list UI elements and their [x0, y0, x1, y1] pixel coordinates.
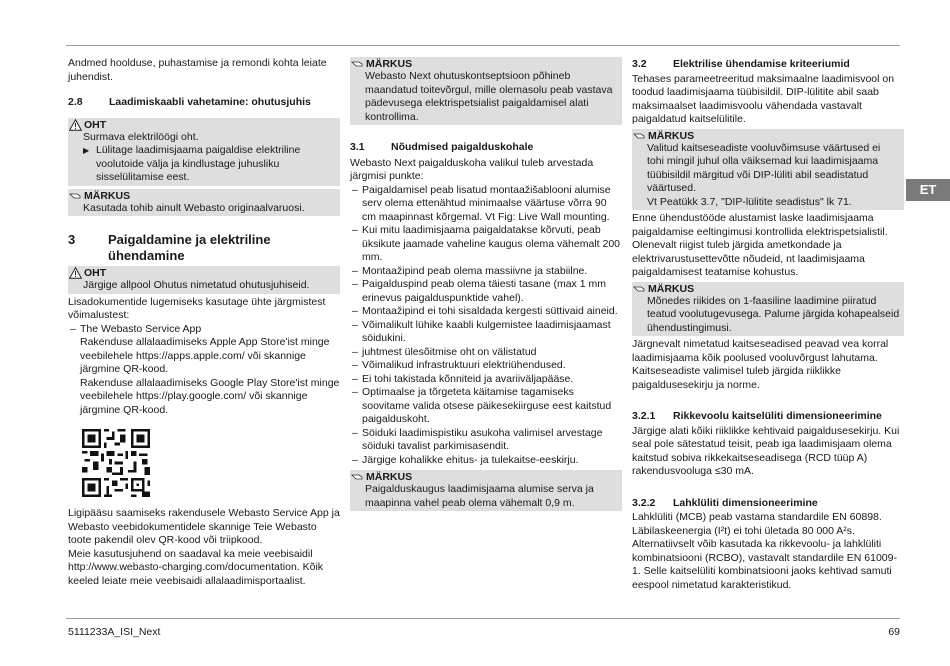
hand-pointer-icon: [69, 190, 82, 202]
note-label: MÄRKUS: [366, 471, 413, 483]
section-number: 2.8: [68, 96, 83, 108]
danger-label: OHT: [84, 267, 107, 279]
note-label: MÄRKUS: [366, 58, 413, 70]
section-title: Lahklüliti dimensioneerimine: [673, 496, 818, 509]
list-item: – Võimalikult lühike kaabli kulgemistee laadimisjaamast söidukini.: [350, 319, 622, 346]
paragraph: Ligipääsu saamiseks rakendusele Webasto Service App ja Webasto veebidokumentidele skannige Teie Webasto toote pakendil olev QR-kood või triipkood.: [68, 507, 340, 546]
column-2: [350, 57, 622, 513]
language-tab: ET: [906, 179, 950, 201]
list-item-text: Ei tohi takistada kõnniteid ja avariiväljapääse.: [362, 372, 574, 385]
list-item: – juhtmest ülesõitmise oht on välistatud: [352, 345, 537, 358]
section-number: 3.2: [632, 58, 647, 70]
list-item: – Optimaalse ja tõrgeteta käitamise tagamiseks soovitame valida otsese päikesekiirguse eest kaitstud paigalduskoht.: [350, 386, 622, 427]
note-box: [632, 282, 904, 337]
list-item: – Järgige kohalikke ehitus- ja tulekaitse-eeskirju.: [352, 453, 579, 466]
column-3: [632, 57, 904, 592]
paragraph: Järgnevalt nimetatud kaitseseadised peavad vea korral laadimisjaama kõik poolused vooluvõrgust lahutama. Kaitseseadiste valimisel tuleb järgida riiklikke paigaldusesekirju ja norme.: [632, 338, 889, 391]
chapter-heading: [68, 232, 340, 264]
hand-pointer-icon: [633, 283, 646, 295]
list-item-text: Kui mitu laadimisjaama paigaldatakse kõrvuti, peab üksikute jaamade vaheline kaugus olema vähemalt 200 mm.: [362, 224, 620, 263]
note-text: Paigalduskaugus laadimisjaama alumise serva ja maapinna vahel peab olema vähemalt 0,9 m.: [365, 483, 594, 509]
danger-text: Järgige allpool Ohutus nimetatud ohutusjuhiseid.: [83, 279, 310, 291]
action-step: [68, 144, 336, 185]
list-item: – Söiduki laadimispistiku asukoha valimisel arvestage söiduki tavalist parkimisasendit.: [350, 427, 622, 454]
list-item-text: Optimaalse ja tõrgeteta käitamise tagamiseks soovitame valida otsese päikesekiirguse eest kaitstud paigalduskoht.: [362, 386, 612, 425]
list-item: – Kui mitu laadimisjaama paigaldatakse kõrvuti, peab üksikute jaamade vaheline kaugus olema vähemalt 200 mm.: [352, 224, 620, 263]
section-heading: [632, 58, 904, 72]
paragraph: Meie kasutusjuhend on saadaval ka meie veebisaidil http://www.webasto-charging.com/documentation. Kõik keeled leiate meie veebisaidi allalaadimisportaalist.: [68, 547, 324, 587]
list-item-text: The Webasto Service App: [80, 322, 202, 335]
paragraph: Andmed hoolduse, puhastamise ja remondi kohta leiate juhendist.: [68, 57, 327, 83]
hand-pointer-icon: [351, 58, 364, 70]
list-item-text: Võimalikud infrastruktuuri elektriühendused.: [362, 359, 566, 371]
hand-pointer-icon: [633, 130, 646, 142]
list-item: – Paigalduspind peab olema täiesti tasane (max 1 mm erinevus paigalduspunktide vahel).: [350, 278, 622, 305]
note-label: MÄRKUS: [648, 129, 695, 142]
list-item-text: Söiduki laadimispistiku asukoha valimisel arvestage söiduki tavalist parkimisasendit.: [362, 426, 603, 452]
note-text: Webasto Next ohutuskontseptsioon põhineb maandatud toitevõrgul, mille olemasolu peab vastava pädevusega elektrispetsialist paigaldamisel alati kontrollima.: [365, 70, 613, 123]
section-title: Laadimiskaabli vahetamine: ohutusjuhis: [109, 96, 311, 108]
paragraph: Enne ühendustööde alustamist laske laadimisjaama paigaldamise eeltingimusi kontrollida elektrispetsialistil. Olenevalt riigist tuleb järgida ametkondade ja elektrivarustusettevõtte nõudeid, nt laadimisjaama paigaldamisest teatamise kohustus.: [632, 212, 888, 278]
list-item-text: Võimalikult lühike kaabli kulgemistee laadimisjaamast söidukini.: [362, 318, 611, 344]
chapter-number: 3: [68, 232, 76, 247]
list-item: – Montaažipind ei tohi sisaldada kergesti süttivaid aineid.: [352, 305, 618, 317]
cross-reference[interactable]: Vt Peatükk 3.7, "DIP-lülitite seadistus" lk 71.: [647, 195, 852, 208]
section-heading: [350, 141, 622, 155]
section-heading: [68, 96, 340, 110]
page-number: 69: [888, 626, 900, 638]
google-instruction: Rakenduse allalaadimiseks Google Play Store'ist minge veebilehele https://play.google.com/ või skannige järgmine QR-kood.: [80, 376, 340, 416]
section-number: 3.2.1: [632, 410, 656, 422]
section-heading: [632, 410, 904, 424]
note-text: Mõnedes riikides on 1-faasiline laadimine piiratud teatud voolutugevusega. Palume järgida kohapealseid ühendustingimusi.: [647, 294, 900, 334]
list-item-text: Paigaldamisel peab lisatud montaažišablooni alumise serv olema ettenähtud minimaalse väärtuse võrra 90 cm maapinnast kõrgemal. Vt Fig: Live Wall mounting.: [362, 183, 611, 223]
section-number: 3.1: [350, 141, 365, 153]
paragraph: Lahklüliti (MCB) peab vastama standardile EN 60898. Läbilaskeenergia (I²t) ei tohi ületada 80 000 A²s. Alternatiivselt võib kasutada ka rikkevoolu- ja lahklüliti kombinatsiooni (RCBO), vastavalt standardile EN 61009-1. Selle kaitselüliti kombinatsiooni jaoks kehtivad samuti eespool nimetatud karakteristikud.: [632, 511, 897, 591]
qr-code[interactable]: [82, 429, 150, 497]
apple-instruction: Rakenduse allalaadimiseks Apple App Store'ist minge veebilehele https://apps.apple.com/ või skannige järgmine QR-kood.: [80, 336, 330, 375]
note-box: [632, 129, 904, 211]
note-box: [68, 189, 340, 217]
list-item: – Paigaldamisel peab lisatud montaažišablooni alumise serv olema ettenähtud minimaalse väärtuse võrra 90 cm maapinnast kõrgemal. Vt Fig: Live Wall mounting.: [350, 184, 622, 225]
top-rule: [66, 45, 900, 46]
column-1: [68, 57, 340, 588]
footer-doc-id: 5111233A_ISI_Next: [68, 626, 161, 638]
note-label: MÄRKUS: [648, 282, 695, 295]
note-text: Valitud kaitseseadiste vooluvõimsuse väärtused ei tohi mingil juhul olla väiksemad kui laadimisjaama tüübisildil märgitud või DIP-lüliti abil seadistatud väärtused.: [647, 141, 881, 194]
warning-triangle-icon: [69, 267, 82, 279]
arrow-bullet-icon: ▶: [83, 146, 90, 155]
danger-label: OHT: [84, 118, 107, 131]
section-number: 3.2.2: [632, 496, 656, 509]
danger-box: [68, 118, 340, 186]
note-label: MÄRKUS: [84, 189, 131, 202]
list-item-text: Montaažipind peab olema massiivne ja stabiilne.: [362, 264, 588, 277]
bottom-rule: [66, 618, 900, 619]
list-item-text: Järgige kohalikke ehitus- ja tulekaitse-eeskirju.: [362, 453, 579, 466]
action-text: Lülitage laadimisjaama paigaldise elektriline voolutoide välja ja kindlustage juhusliku sisselülitamise eest.: [96, 144, 301, 183]
warning-triangle-icon: [69, 119, 82, 131]
note-box: [350, 470, 622, 511]
note-box: [350, 57, 622, 125]
list-item-text: Paigalduspind peab olema täiesti tasane (max 1 mm erinevus paigalduspunktide vahel).: [362, 278, 606, 304]
list-item-text: juhtmest ülesõitmise oht on välistatud: [362, 345, 537, 358]
section-title: Elektrilise ühendamise kriteeriumid: [673, 58, 850, 70]
list-item: – Võimalikud infrastruktuuri elektriühendused.: [352, 359, 566, 371]
list-item-text: Montaažipind ei tohi sisaldada kergesti süttivaid aineid.: [362, 305, 618, 317]
note-text: Kasutada tohib ainult Webasto originaalvaruosi.: [83, 201, 305, 214]
section-title: Rikkevoolu kaitselüliti dimensioneerimine: [673, 410, 882, 422]
chapter-title: Paigaldamine ja elektriline ühendamine: [108, 232, 271, 263]
danger-text: Surmava elektrilöögi oht.: [83, 130, 199, 143]
paragraph: Tehases parameetreeritud maksimaalne laadimisvool on toodud laadimisjaama tüübisildil. DIP-lülitite abil saab maksimaalset laadimisvoolu vähendada vastavalt paigaldatud kaitselülitile.: [632, 72, 895, 125]
list-item: – The Webasto Service App: [70, 322, 202, 335]
paragraph: Järgige alati kõiki riiklikke kehtivaid paigaldusesekirju. Kui seal pole sätestatud teisit, peab iga laadimisjaam olema kaitstud sobiva rikkekaitseseadisega (RCD tüüp A) rakendusvooluga ≤30 mA.: [632, 424, 900, 477]
hand-pointer-icon: [351, 471, 364, 483]
paragraph: Lisadokumentide lugemiseks kasutage ühte järgmistest võimalustest:: [68, 295, 326, 321]
paragraph: Webasto Next paigalduskoha valikul tuleb arvestada järgmisi punkte:: [350, 156, 594, 182]
section-title: Nõudmised paigalduskohale: [391, 141, 534, 153]
list-item: – Ei tohi takistada kõnniteid ja avariiväljapääse.: [352, 372, 574, 385]
list-item: – Montaažipind peab olema massiivne ja stabiilne.: [352, 264, 588, 277]
danger-box: [68, 266, 340, 294]
section-heading: [632, 497, 904, 511]
